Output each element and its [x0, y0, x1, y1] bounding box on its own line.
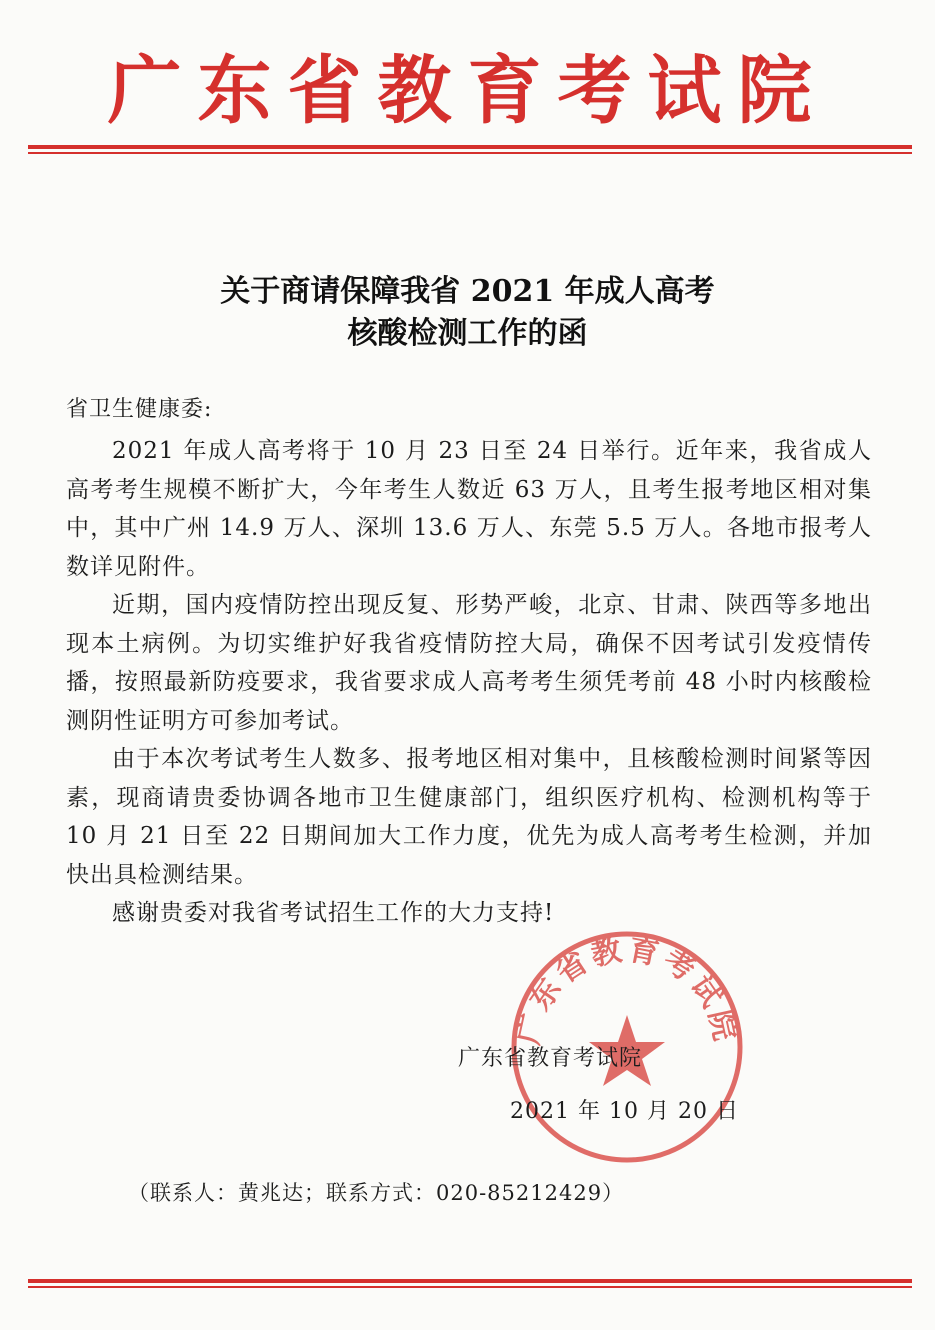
letter-body [66, 432, 872, 933]
contact-info: （联系人：黄兆达；联系方式：020-85212429） [128, 1181, 625, 1205]
signature-date: 2021 年 10 月 20 日 [510, 1099, 739, 1124]
body-paragraph: 感谢贵委对我省考试招生工作的大力支持! [112, 900, 555, 926]
document-title-line2: 核酸检测工作的函 [347, 316, 588, 351]
body-paragraph: 近期，国内疫情防控出现反复、形势严峻，北京、甘肃、陕西等多地出现本土病例。为切实维护好我省疫情防控大局，确保不因考试引发疫情传播，按照最新防疫要求，我省要求成人高考考生须凭考前 48 小时内核酸检测阴性证明方可参加考试。 [66, 592, 872, 734]
document-title-line1: 关于商请保障我省 2021 年成人高考 [220, 274, 715, 309]
body-paragraph: 由于本次考试考生人数多、报考地区相对集中，且核酸检测时间紧等因素，现商请贵委协调各地市卫生健康部门，组织医疗机构、检测机构等于 10 月 21 日至 22 日期间加大工作力度，优先为成人高考考生检测，并加快出具检测结果。 [66, 746, 872, 888]
header-rule-thin [28, 152, 912, 154]
seal-text: 广东省教育考试院 [511, 932, 743, 1048]
salutation: 省卫生健康委: [66, 397, 213, 422]
body-paragraph: 2021 年成人高考将于 10 月 23 日至 24 日举行。近年来，我省成人高考考生规模不断扩大，今年考生人数近 63 万人，且考生报考地区相对集中，其中广州 14.9 万人、深圳 13.6 万人、东莞 5.5 万人。各地市报考人数详见附件。 [66, 438, 872, 580]
footer-rule-thin [28, 1286, 912, 1288]
header-rule-thick [28, 145, 912, 149]
footer-rule-thick [28, 1279, 912, 1283]
organization-letterhead: 广东省教育考试院 [107, 48, 828, 134]
signer-organization: 广东省教育考试院 [458, 1046, 643, 1071]
